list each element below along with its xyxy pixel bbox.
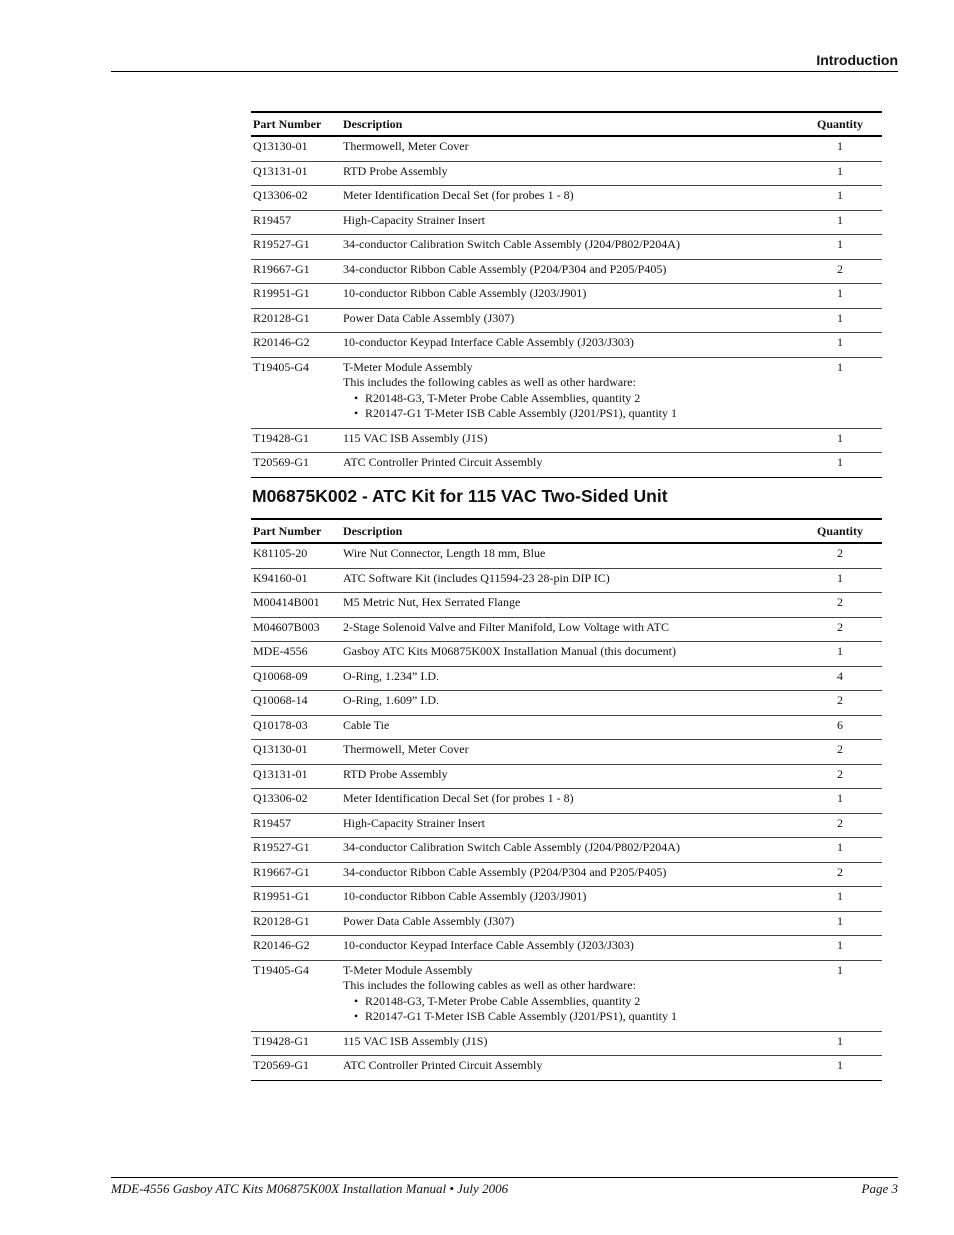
quantity-cell: 1 (798, 887, 882, 912)
description-cell (341, 235, 798, 260)
list-item: • R20147-G1 T-Meter ISB Cable Assembly (J201/PS1), quantity 1 (365, 1009, 796, 1025)
description-cell (341, 308, 798, 333)
table-row (251, 210, 882, 235)
column-header-description: Description (341, 112, 798, 136)
table-row (251, 691, 882, 716)
description-cell (341, 789, 798, 814)
part-number-cell: R19457 (251, 210, 341, 235)
description-cell (341, 284, 798, 309)
quantity-cell: 1 (798, 789, 882, 814)
description-text: Thermowell, Meter Cover (343, 742, 469, 756)
table-row (251, 543, 882, 568)
quantity-cell: 2 (798, 862, 882, 887)
table-row (251, 936, 882, 961)
description-cell (341, 764, 798, 789)
quantity-cell: 1 (798, 333, 882, 358)
part-number-cell: Q13306-02 (251, 789, 341, 814)
description-text: RTD Probe Assembly (343, 163, 448, 178)
part-number-cell: R19951-G1 (251, 887, 341, 912)
description-text: High-Capacity Strainer Insert (343, 815, 485, 830)
quantity-cell: 1 (798, 453, 882, 478)
part-number-cell: K94160-01 (251, 568, 341, 593)
description-cell (341, 740, 798, 765)
quantity-cell: 1 (798, 642, 882, 667)
description-text: Meter Identification Decal Set (for probes 1 - 8) (343, 791, 574, 805)
parts-table-1-body (251, 136, 882, 477)
description-cell (341, 453, 798, 478)
list-item: • R20147-G1 T-Meter ISB Cable Assembly (J201/PS1), quantity 1 (365, 406, 796, 422)
table-row (251, 235, 882, 260)
description-cell (341, 136, 798, 161)
part-number-cell: R19667-G1 (251, 259, 341, 284)
description-cell (341, 666, 798, 691)
description-cell (341, 911, 798, 936)
description-text: 34-conductor Calibration Switch Cable Assembly (J204/P802/P204A) (343, 840, 680, 854)
column-header-part-number: Part Number (251, 519, 341, 543)
quantity-cell: 6 (798, 715, 882, 740)
description-cell (341, 259, 798, 284)
table-row (251, 911, 882, 936)
table-row (251, 186, 882, 211)
part-number-cell: T20569-G1 (251, 453, 341, 478)
table-row (251, 642, 882, 667)
table-row (251, 136, 882, 161)
description-cell (341, 428, 798, 453)
description-text: ATC Software Kit (includes Q11594-23 28-pin DIP IC) (343, 570, 610, 585)
quantity-cell: 1 (798, 838, 882, 863)
description-text: 10-conductor Ribbon Cable Assembly (J203/J901) (343, 889, 587, 903)
description-text: Cable Tie (343, 717, 390, 732)
quantity-cell: 2 (798, 593, 882, 618)
description-cell (341, 593, 798, 618)
part-number-cell: Q10068-14 (251, 691, 341, 716)
part-number-cell: Q10178-03 (251, 715, 341, 740)
footer-rule (111, 1177, 898, 1178)
quantity-cell: 1 (798, 308, 882, 333)
part-number-cell: M04607B003 (251, 617, 341, 642)
quantity-cell: 1 (798, 936, 882, 961)
description-cell (341, 960, 798, 1031)
description-text: Thermowell, Meter Cover (343, 139, 469, 153)
description-text: Power Data Cable Assembly (J307) (343, 310, 515, 325)
part-number-cell: Q10068-09 (251, 666, 341, 691)
description-text: O-Ring, 1.234” I.D. (343, 668, 439, 683)
description-text: Power Data Cable Assembly (J307) (343, 913, 515, 928)
description-text: 10-conductor Keypad Interface Cable Assembly (J203/J303) (343, 938, 634, 952)
description-cell (341, 186, 798, 211)
table-row (251, 838, 882, 863)
running-header-title: Introduction (816, 52, 898, 68)
column-header-quantity: Quantity (798, 519, 882, 543)
description-cell (341, 1031, 798, 1056)
description-cell (341, 210, 798, 235)
quantity-cell: 1 (798, 911, 882, 936)
description-text: 10-conductor Ribbon Cable Assembly (J203/J901) (343, 286, 587, 300)
description-cell (341, 936, 798, 961)
table-row (251, 789, 882, 814)
description-cell (341, 357, 798, 428)
part-number-cell: Q13130-01 (251, 136, 341, 161)
quantity-cell: 1 (798, 568, 882, 593)
quantity-cell: 1 (798, 960, 882, 1031)
list-item: • R20148-G3, T-Meter Probe Cable Assemblies, quantity 2 (365, 994, 796, 1010)
quantity-cell: 2 (798, 259, 882, 284)
list-item: • R20148-G3, T-Meter Probe Cable Assemblies, quantity 2 (365, 391, 796, 407)
description-cell (341, 887, 798, 912)
table-row (251, 259, 882, 284)
description-cell (341, 838, 798, 863)
description-cell (341, 691, 798, 716)
part-number-cell: T20569-G1 (251, 1056, 341, 1081)
description-text: T-Meter Module Assembly (343, 359, 473, 374)
table-row (251, 333, 882, 358)
description-text: 115 VAC ISB Assembly (J1S) (343, 1033, 488, 1048)
included-items-list (343, 994, 796, 1025)
part-number-cell: MDE-4556 (251, 642, 341, 667)
description-cell (341, 813, 798, 838)
part-number-cell: T19405-G4 (251, 960, 341, 1031)
quantity-cell: 2 (798, 543, 882, 568)
quantity-cell: 2 (798, 740, 882, 765)
part-number-cell: K81105-20 (251, 543, 341, 568)
table-header-row (251, 519, 882, 543)
quantity-cell: 1 (798, 136, 882, 161)
description-text: RTD Probe Assembly (343, 766, 448, 781)
description-cell (341, 642, 798, 667)
quantity-cell: 1 (798, 428, 882, 453)
description-text: ATC Controller Printed Circuit Assembly (343, 455, 543, 469)
part-number-cell: T19428-G1 (251, 1031, 341, 1056)
quantity-cell: 2 (798, 764, 882, 789)
description-text: 34-conductor Ribbon Cable Assembly (P204/P304 and P205/P405) (343, 864, 667, 879)
part-number-cell: R19527-G1 (251, 838, 341, 863)
table-row (251, 568, 882, 593)
part-number-cell: R20146-G2 (251, 936, 341, 961)
part-number-cell: R19527-G1 (251, 235, 341, 260)
description-cell (341, 161, 798, 186)
header-rule (111, 71, 898, 72)
table-row (251, 617, 882, 642)
quantity-cell: 1 (798, 1031, 882, 1056)
table-row (251, 1031, 882, 1056)
table-header-row (251, 112, 882, 136)
parts-table-2-body (251, 543, 882, 1080)
description-text: 34-conductor Calibration Switch Cable Assembly (J204/P802/P204A) (343, 237, 680, 251)
table-row (251, 453, 882, 478)
description-text: Gasboy ATC Kits M06875K00X Installation Manual (this document) (343, 644, 676, 658)
table-row (251, 764, 882, 789)
parts-table-1 (251, 111, 882, 478)
part-number-cell: R19667-G1 (251, 862, 341, 887)
table-row (251, 740, 882, 765)
description-text: Meter Identification Decal Set (for probes 1 - 8) (343, 188, 574, 202)
description-cell (341, 568, 798, 593)
footer-document-title: MDE-4556 Gasboy ATC Kits M06875K00X Installation Manual • July 2006 (111, 1181, 509, 1196)
description-cell (341, 1056, 798, 1081)
quantity-cell: 1 (798, 235, 882, 260)
table-row (251, 1056, 882, 1081)
quantity-cell: 1 (798, 186, 882, 211)
quantity-cell: 2 (798, 617, 882, 642)
quantity-cell: 4 (798, 666, 882, 691)
quantity-cell: 1 (798, 284, 882, 309)
description-cell (341, 862, 798, 887)
description-text: 115 VAC ISB Assembly (J1S) (343, 430, 488, 445)
description-text: O-Ring, 1.609” I.D. (343, 693, 439, 707)
part-number-cell: R20146-G2 (251, 333, 341, 358)
description-text: High-Capacity Strainer Insert (343, 212, 485, 227)
description-cell (341, 617, 798, 642)
quantity-cell: 1 (798, 1056, 882, 1081)
description-text: ATC Controller Printed Circuit Assembly (343, 1058, 543, 1072)
table-row (251, 715, 882, 740)
quantity-cell: 1 (798, 210, 882, 235)
column-header-quantity: Quantity (798, 112, 882, 136)
table-row (251, 666, 882, 691)
part-number-cell: T19428-G1 (251, 428, 341, 453)
part-number-cell: Q13131-01 (251, 764, 341, 789)
description-cell (341, 333, 798, 358)
description-text: 10-conductor Keypad Interface Cable Assembly (J203/J303) (343, 335, 634, 349)
table-row (251, 284, 882, 309)
column-header-description: Description (341, 519, 798, 543)
table-row (251, 862, 882, 887)
description-text: Wire Nut Connector, Length 18 mm, Blue (343, 546, 546, 560)
table-row (251, 593, 882, 618)
quantity-cell: 1 (798, 161, 882, 186)
parts-table-2 (251, 518, 882, 1081)
part-number-cell: M00414B001 (251, 593, 341, 618)
table-row (251, 813, 882, 838)
table-row (251, 357, 882, 428)
description-text: T-Meter Module Assembly (343, 962, 473, 977)
part-number-cell: R19951-G1 (251, 284, 341, 309)
description-note: This includes the following cables as well as other hardware: (343, 978, 636, 992)
part-number-cell: Q13130-01 (251, 740, 341, 765)
part-number-cell: R19457 (251, 813, 341, 838)
description-note: This includes the following cables as well as other hardware: (343, 375, 636, 389)
quantity-cell: 2 (798, 813, 882, 838)
table-row (251, 161, 882, 186)
part-number-cell: Q13131-01 (251, 161, 341, 186)
column-header-part-number: Part Number (251, 112, 341, 136)
part-number-cell: T19405-G4 (251, 357, 341, 428)
table-row (251, 428, 882, 453)
included-items-list (343, 391, 796, 422)
description-text: M5 Metric Nut, Hex Serrated Flange (343, 595, 521, 609)
quantity-cell: 2 (798, 691, 882, 716)
part-number-cell: Q13306-02 (251, 186, 341, 211)
table-row (251, 960, 882, 1031)
table-row (251, 887, 882, 912)
description-text: 34-conductor Ribbon Cable Assembly (P204/P304 and P205/P405) (343, 261, 667, 276)
footer-page-number: Page 3 (861, 1181, 898, 1196)
table-row (251, 308, 882, 333)
part-number-cell: R20128-G1 (251, 911, 341, 936)
section-heading: M06875K002 - ATC Kit for 115 VAC Two-Sided Unit (252, 486, 668, 506)
description-text: 2-Stage Solenoid Valve and Filter Manifold, Low Voltage with ATC (343, 619, 669, 634)
description-cell (341, 543, 798, 568)
description-cell (341, 715, 798, 740)
part-number-cell: R20128-G1 (251, 308, 341, 333)
quantity-cell: 1 (798, 357, 882, 428)
